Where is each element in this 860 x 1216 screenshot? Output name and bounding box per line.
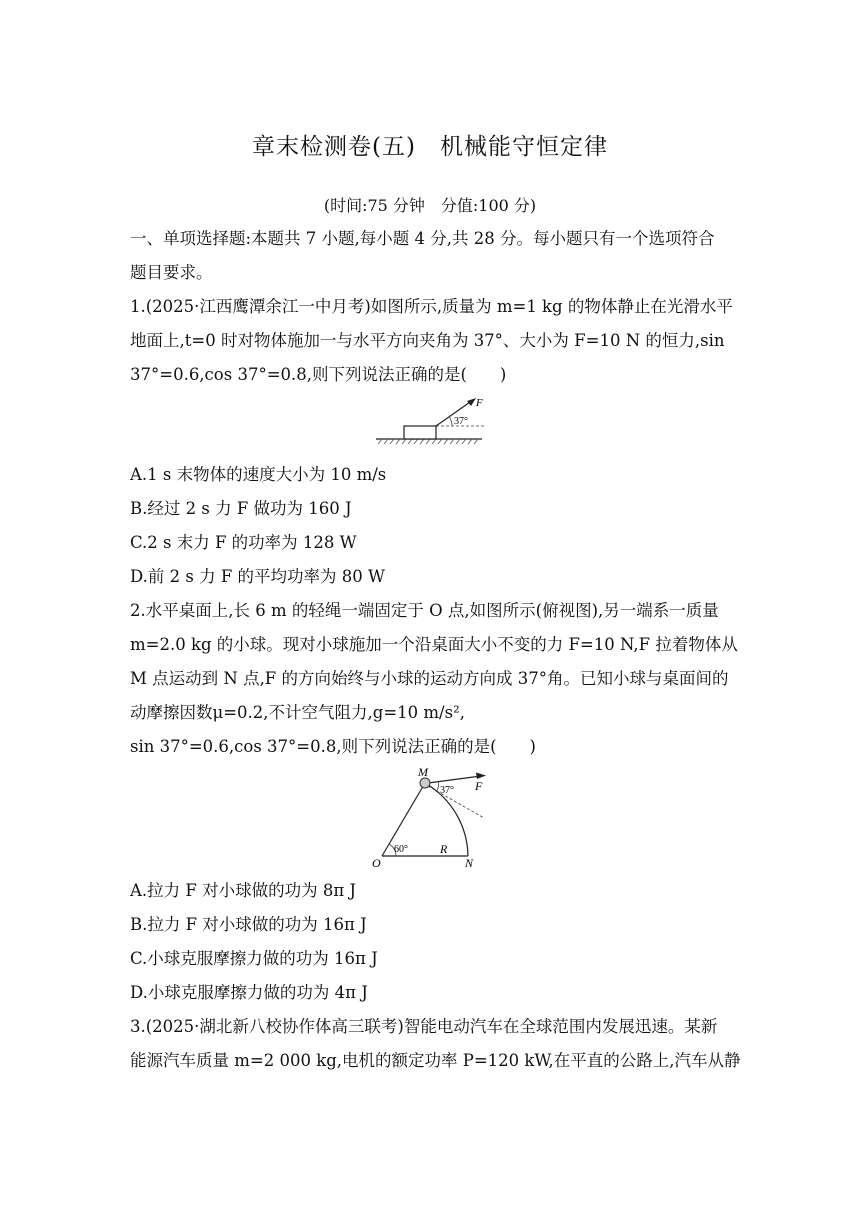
q1-stem-line-2: 地面上,t=0 时对物体施加一与水平方向夹角为 37°、大小为 F=10 N 的恒力,sin <box>130 331 725 350</box>
q2-stem-line-3: M 点运动到 N 点,F 的方向始终与小球的运动方向成 37°角。已知小球与桌面间的 <box>130 669 729 688</box>
section-heading-line-1: 一、单项选择题:本题共 7 小题,每小题 4 分,共 28 分。每小题只有一个选项符合 <box>130 229 715 248</box>
force-label: F <box>476 397 483 409</box>
label-r: R <box>440 842 448 856</box>
force-arrow <box>428 776 481 783</box>
label-o: O <box>372 856 381 870</box>
section-heading-line-2: 题目要求。 <box>130 263 213 282</box>
page-title: 章末检测卷(五) 机械能守恒定律 <box>252 134 608 160</box>
label-angle-o: 60° <box>394 844 408 855</box>
label-f: F <box>475 779 483 793</box>
q3-stem-line-2: 能源汽车质量 m=2 000 kg,电机的额定功率 P=120 kW,在平直的公路上,汽车从静 <box>130 1051 741 1070</box>
q1-option-b: B.经过 2 s 力 F 做功为 160 J <box>130 499 352 518</box>
q1-stem-line-1: 1.(2025·江西鹰潭余江一中月考)如图所示,质量为 m=1 kg 的物体静止在光滑水平 <box>130 297 733 316</box>
label-angle-f: 37° <box>440 785 454 796</box>
q2-option-a: A.拉力 F 对小球做的功为 8π J <box>130 881 357 900</box>
q2-stem-line-5: sin 37°=0.6,cos 37°=0.8,则下列说法正确的是( ) <box>130 737 536 756</box>
q2-stem-line-4: 动摩擦因数μ=0.2,不计空气阻力,g=10 m/s², <box>130 703 465 722</box>
q1-stem-line-3: 37°=0.6,cos 37°=0.8,则下列说法正确的是( ) <box>130 365 507 384</box>
ball <box>420 778 430 788</box>
label-m: M <box>418 765 428 779</box>
q2-figure <box>368 764 494 872</box>
q3-stem-line-1: 3.(2025·湖北新八校协作体高三联考)智能电动汽车在全球范围内发展迅速。某新 <box>130 1017 718 1036</box>
q2-stem-line-2: m=2.0 kg 的小球。现对小球施加一个沿桌面大小不变的力 F=10 N,F 拉着物体从 <box>130 635 738 654</box>
block <box>404 426 436 439</box>
label-n: N <box>465 856 474 870</box>
q2-option-b: B.拉力 F 对小球做的功为 16π J <box>130 915 367 934</box>
q1-option-c: C.2 s 末力 F 的功率为 128 W <box>130 533 357 552</box>
q2-option-d: D.小球克服摩擦力做的功为 4π J <box>130 983 368 1002</box>
angle-label: 37° <box>454 416 468 427</box>
exam-subtitle: (时间:75 分钟 分值:100 分) <box>323 196 537 215</box>
q2-option-c: C.小球克服摩擦力做的功为 16π J <box>130 949 378 968</box>
q1-option-a: A.1 s 末物体的速度大小为 10 m/s <box>130 465 387 484</box>
q1-figure <box>370 392 500 450</box>
q2-stem-line-1: 2.水平桌面上,长 6 m 的轻绳一端固定于 O 点,如图所示(俯视图),另一端系一质量 <box>130 601 719 620</box>
q1-option-d: D.前 2 s 力 F 的平均功率为 80 W <box>130 567 385 586</box>
